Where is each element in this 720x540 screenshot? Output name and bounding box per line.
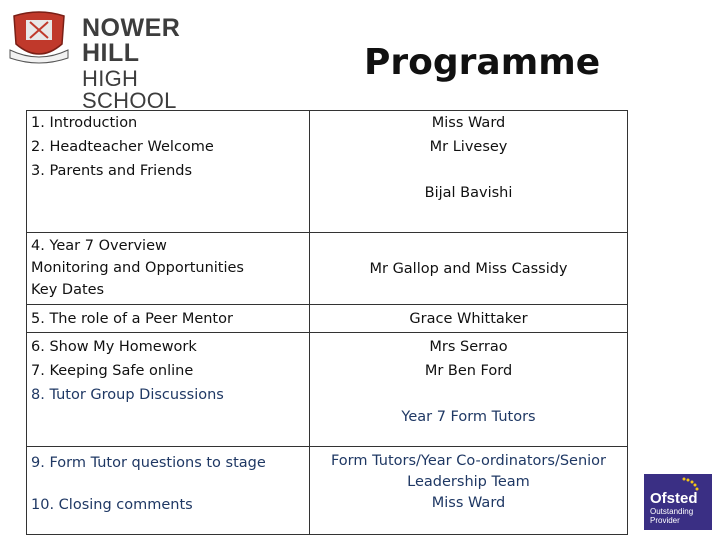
agenda-item: 2. Headteacher Welcome [31, 139, 214, 155]
agenda-item: 7. Keeping Safe online [31, 363, 194, 379]
table-row [27, 111, 628, 233]
speaker-name: Miss Ward [431, 115, 506, 131]
agenda-item: 9. Form Tutor questions to stage [31, 455, 266, 471]
agenda-cell [27, 333, 310, 447]
agenda-item: 8. Tutor Group Discussions [31, 387, 224, 403]
agenda-item: 4. Year 7 Overview [31, 238, 167, 254]
agenda-item: Monitoring and Opportunities [31, 260, 244, 276]
agenda-item: 3. Parents and Friends [31, 163, 193, 179]
table-row [27, 333, 628, 447]
speaker-cell [310, 111, 628, 233]
agenda-cell [27, 111, 310, 233]
speaker-name: Bijal Bavishi [424, 185, 513, 201]
ofsted-rating-line2: Provider [650, 516, 680, 525]
speaker-name: Mr Gallop and Miss Cassidy [369, 260, 568, 277]
speaker-cell [310, 447, 628, 535]
speaker-name: Year 7 Form Tutors [401, 409, 536, 425]
school-name-line1: NOWER HILL [82, 14, 181, 67]
speaker-name: Mr Livesey [429, 139, 508, 155]
agenda-cell [27, 233, 310, 305]
page-title: Programme [364, 42, 601, 83]
speaker-cell [310, 333, 628, 447]
speaker-name: Miss Ward [431, 495, 506, 511]
speaker-name: Grace Whittaker [409, 310, 528, 327]
speaker-name: Mrs Serrao [429, 339, 508, 355]
speaker-cell [310, 233, 628, 305]
school-name-line2: HIGH SCHOOL [82, 66, 177, 113]
agenda-item: 5. The role of a Peer Mentor [31, 310, 233, 327]
agenda-cell [27, 305, 310, 333]
ofsted-rating-line1: Outstanding [650, 507, 694, 516]
agenda-item: 10. Closing comments [31, 497, 193, 513]
school-logo [8, 6, 228, 113]
programme-table [26, 110, 628, 535]
ofsted-badge [644, 474, 712, 530]
speaker-name: Leadership Team [407, 474, 530, 490]
speaker-name: Mr Ben Ford [424, 363, 513, 379]
table-row [27, 447, 628, 535]
ofsted-name: Ofsted [650, 490, 698, 507]
ofsted-logo-icon [644, 474, 712, 530]
agenda-item: Key Dates [31, 282, 105, 298]
speaker-cell [310, 305, 628, 333]
table-row [27, 305, 628, 333]
agenda-item: 6. Show My Homework [31, 339, 197, 355]
school-name [82, 16, 228, 112]
speaker-name: Form Tutors/Year Co-ordinators/Senior [330, 453, 607, 469]
table-row [27, 233, 628, 305]
agenda-item: 1. Introduction [31, 115, 138, 131]
school-crest-icon [8, 6, 70, 66]
agenda-cell [27, 447, 310, 535]
